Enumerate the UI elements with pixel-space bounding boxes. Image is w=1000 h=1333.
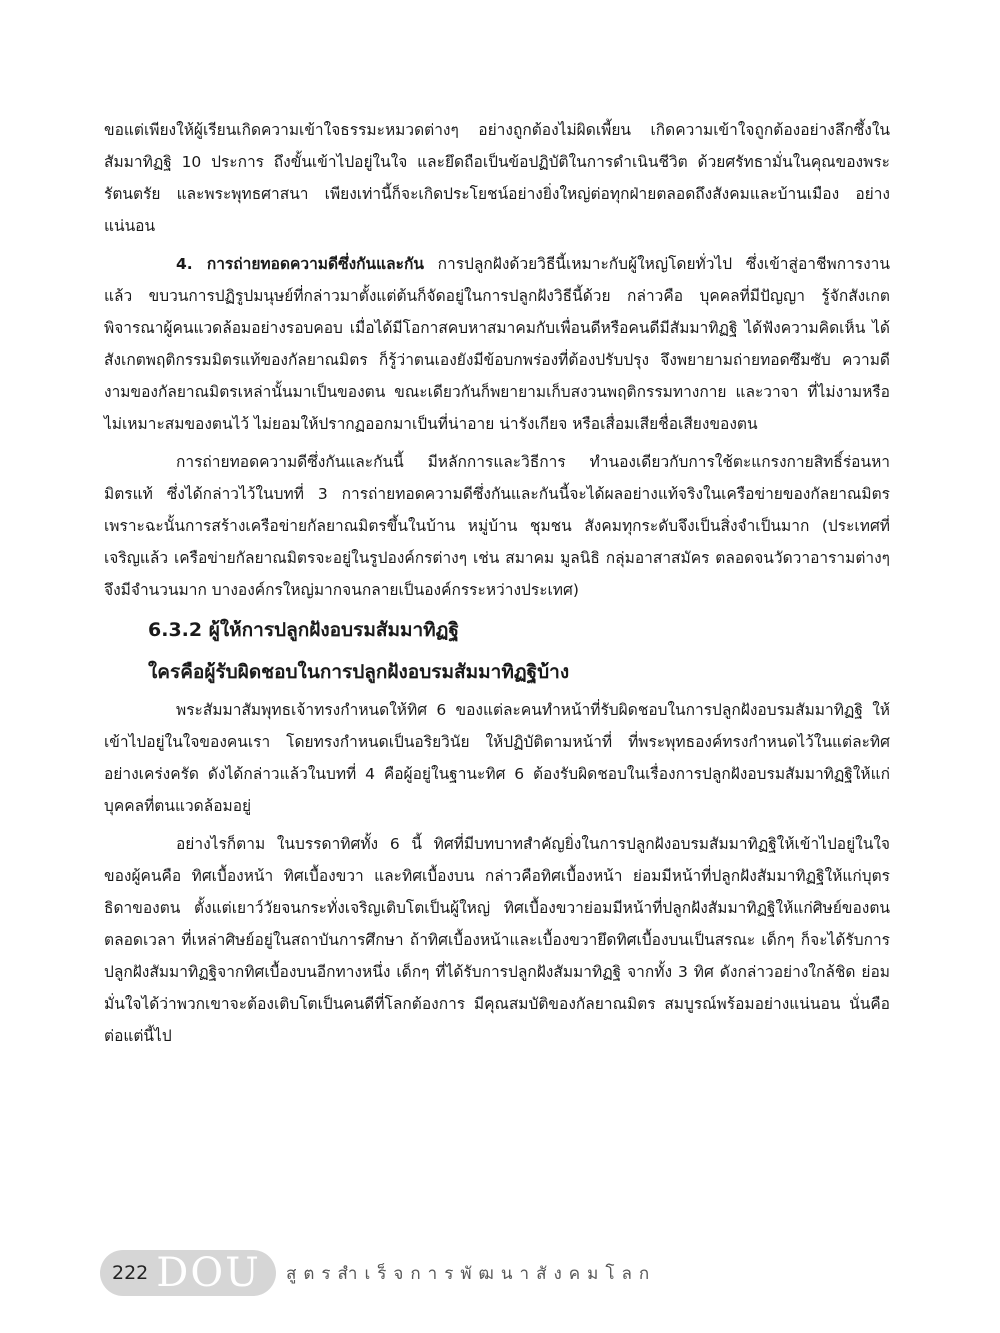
paragraph-1-text: ขอแต่เพียงให้ผู้เรียนเกิดความเข้าใจธรรมะหมวดต่างๆ อย่างถูกต้องไม่ผิดเพี้ยน เกิดความเข้าใจถูกต้องอย่างลึกซึ้งในสัมมาทิฏฐิ 10 ประการ ถึงขั้นเข้าไปอยู่ในใจ และยึดถือเป็นข้อปฏิบัติในการดำเนินชีวิต ด้วยศรัทธามั่นในคุณของพระรัตนตรัย และพระพุทธศาสนา เพียงเท่านี้ก็จะเกิดประโยชน์อย่างยิ่งใหญ่ต่อทุกฝ่ายตลอดถึงสังคมและบ้านเมือง อย่างแน่นอน <box>104 121 890 235</box>
section-heading: 6.3.2 ผู้ให้การปลูกฝังอบรมสัมมาทิฏฐิ <box>148 619 459 641</box>
paragraph-2-bold-lead: 4. การถ่ายทอดความดีซึ่งกันและกัน <box>176 255 424 273</box>
paragraph-4-text: พระสัมมาสัมพุทธเจ้าทรงกำหนดให้ทิศ 6 ของแต่ละคนทำหน้าที่รับผิดชอบในการปลูกฝังอบรมสัมมาทิฏฐิ ให้เข้าไปอยู่ในใจของคนเรา โดยทรงกำหนดเป็นอริยวินัย ให้ปฏิบัติตามหน้าที่ ที่พระพุทธองค์ทรงกำหนดไว้ในแต่ละทิศอย่างเคร่งครัด ดังได้กล่าวแล้วในบทที่ 4 คือผู้อยู่ในฐานะทิศ 6 ต้องรับผิดชอบในเรื่องการปลูกฝังอบรมสัมมาทิฏฐิให้แก่บุคคลที่ตนแวดล้อมอยู่ <box>104 701 890 815</box>
book-title: สูตรสำเร็จการพัฒนาสังคมโลก <box>286 1263 657 1284</box>
paragraph-3 <box>104 446 890 606</box>
page-body <box>104 114 890 1058</box>
paragraph-4 <box>104 694 890 822</box>
paragraph-2 <box>104 248 890 440</box>
page-number: 222 <box>112 1262 149 1284</box>
page-badge <box>100 1250 276 1296</box>
paragraph-1 <box>104 114 890 242</box>
dou-logo: DOU <box>156 1250 261 1296</box>
paragraph-3-text: การถ่ายทอดความดีซึ่งกันและกันนี้ มีหลักการและวิธีการ ทำนองเดียวกับการใช้ตะแกรงกายสิทธิ์ร่อนหามิตรแท้ ซึ่งได้กล่าวไว้ในบทที่ 3 การถ่ายทอดความดีซึ่งกันและกันนี้จะได้ผลอย่างแท้จริงในเครือข่ายของกัลยาณมิตร เพราะฉะนั้นการสร้างเครือข่ายกัลยาณมิตรขึ้นในบ้าน หมู่บ้าน ชุมชน สังคมทุกระดับจึงเป็นสิ่งจำเป็นมาก (ประเทศที่เจริญแล้ว เครือข่ายกัลยาณมิตรจะอยู่ในรูปองค์กรต่างๆ เช่น สมาคม มูลนิธิ กลุ่มอาสาสมัคร ตลอดจนวัดวาอารามต่างๆ จึงมีจำนวนมาก บางองค์กรใหญ่มากจนกลายเป็นองค์กรระหว่างประเทศ) <box>104 453 890 599</box>
paragraph-5 <box>104 828 890 1052</box>
paragraph-2-text: การปลูกฝังด้วยวิธีนี้เหมาะกับผู้ใหญ่โดยทั่วไป ซึ่งเข้าสู่อาชีพการงานแล้ว ขบวนการปฏิรูปมนุษย์ที่กล่าวมาตั้งแต่ต้นก็จัดอยู่ในการปลูกฝังวิธีนี้ด้วย กล่าวคือ บุคคลที่มีปัญญา รู้จักสังเกตพิจารณาผู้คนแวดล้อมอย่างรอบคอบ เมื่อได้มีโอกาสคบหาสมาคมกับเพื่อนดีหรือคนดีมีสัมมาทิฏฐิ ได้ฟังความคิดเห็น ได้สังเกตพฤติกรรมมิตรแท้ของกัลยาณมิตร ก็รู้ว่าตนเองยังมีข้อบกพร่องที่ต้องปรับปรุง จึงพยายามถ่ายทอดซึมซับ ความดีงามของกัลยาณมิตรเหล่านั้นมาเป็นของตน ขณะเดียวกันก็พยายามเก็บสงวนพฤติกรรมทางกาย และวาจา ที่ไม่งามหรือไม่เหมาะสมของตนไว้ ไม่ยอมให้ปรากฏออกมาเป็นที่น่าอาย น่ารังเกียจ หรือเสื่อมเสียชื่อเสียงของตน <box>104 255 890 433</box>
sub-heading: ใครคือผู้รับผิดชอบในการปลูกฝังอบรมสัมมาทิฏฐิบ้าง <box>148 661 570 683</box>
paragraph-5-text: อย่างไรก็ตาม ในบรรดาทิศทั้ง 6 นี้ ทิศที่มีบทบาทสำคัญยิ่งในการปลูกฝังอบรมสัมมาทิฏฐิให้เข้าไปอยู่ในใจของผู้คนคือ ทิศเบื้องหน้า ทิศเบื้องขวา และทิศเบื้องบน กล่าวคือทิศเบื้องหน้า ย่อมมีหน้าที่ปลูกฝังสัมมาทิฏฐิให้แก่บุตรธิดาของตน ตั้งแต่เยาว์วัยจนกระทั่งเจริญเติบโตเป็นผู้ใหญ่ ทิศเบื้องขวาย่อมมีหน้าที่ปลูกฝังสัมมาทิฏฐิให้แก่ศิษย์ของตนตลอดเวลา ที่เหล่าศิษย์อยู่ในสถาบันการศึกษา ถ้าทิศเบื้องหน้าและเบื้องขวายึดทิศเบื้องบนเป็นสรณะ เด็กๆ ก็จะได้รับการปลูกฝังสัมมาทิฏฐิจากทิศเบื้องบนอีกทางหนึ่ง เด็กๆ ที่ได้รับการปลูกฝังสัมมาทิฏฐิ จากทั้ง 3 ทิศ ดังกล่าวอย่างใกล้ชิด ย่อมมั่นใจได้ว่าพวกเขาจะต้องเติบโตเป็นคนดีที่โลกต้องการ มีคุณสมบัติของกัลยาณมิตร สมบูรณ์พร้อมอย่างแน่นอน นั่นคือต่อแต่นี้ไป <box>104 835 890 1045</box>
page-footer <box>100 1248 656 1298</box>
